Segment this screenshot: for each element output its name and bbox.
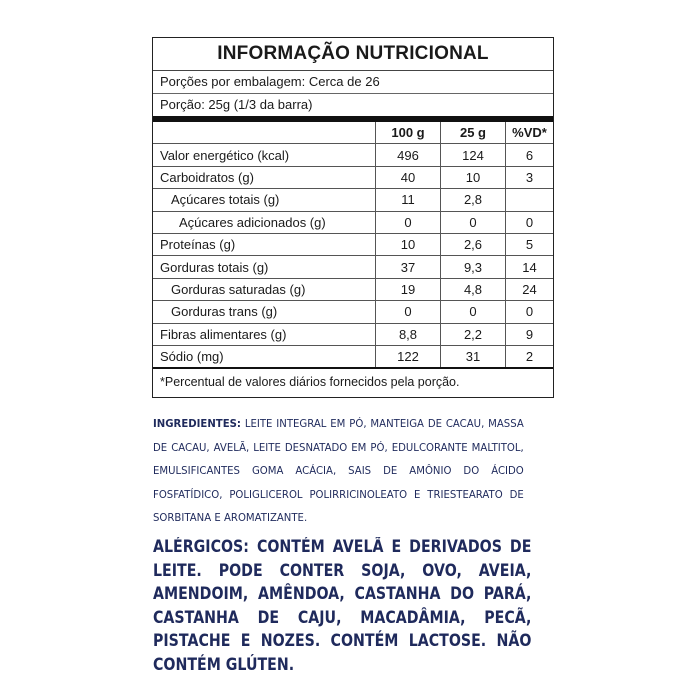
table-row bbox=[153, 211, 553, 233]
table-row bbox=[153, 345, 553, 368]
value-daily: 0 bbox=[506, 211, 554, 233]
value-per-100g: 40 bbox=[376, 166, 441, 188]
value-per-100g: 0 bbox=[376, 301, 441, 323]
nutrient-name: Açúcares totais (g) bbox=[153, 189, 376, 211]
nutrient-name: Gorduras trans (g) bbox=[153, 301, 376, 323]
nutrient-name: Valor energético (kcal) bbox=[153, 144, 376, 166]
value-per-25g: 4,8 bbox=[441, 278, 506, 300]
nutrient-name: Açúcares adicionados (g) bbox=[153, 211, 376, 233]
value-daily: 6 bbox=[506, 144, 554, 166]
header-per-100g: 100 g bbox=[376, 122, 441, 144]
header-nutrient bbox=[153, 122, 376, 144]
header-daily-value: %VD* bbox=[506, 122, 554, 144]
table-row bbox=[153, 166, 553, 188]
value-per-100g: 10 bbox=[376, 233, 441, 255]
allergens-block: ALÉRGICOS: CONTÉM AVELÃ E DERIVADOS DE LEITE. PODE CONTER SOJA, OVO, AVEIA, AMENDOIM, AMÊNDOA, CASTANHA DO PARÁ, CASTANHA DE CAJU, MACADÂMIA, PECÃ, PISTACHE E NOZES. CONTÉM LACTOSE. NÃO CONTÉM GLÚTEN. bbox=[153, 537, 532, 674]
value-per-100g: 8,8 bbox=[376, 323, 441, 345]
value-per-25g: 2,2 bbox=[441, 323, 506, 345]
value-per-25g: 124 bbox=[441, 144, 506, 166]
value-per-25g: 2,6 bbox=[441, 233, 506, 255]
value-per-25g: 0 bbox=[441, 301, 506, 323]
table-row bbox=[153, 278, 553, 300]
value-daily: 24 bbox=[506, 278, 554, 300]
value-per-25g: 10 bbox=[441, 166, 506, 188]
table-row bbox=[153, 233, 553, 255]
nutrient-name: Proteínas (g) bbox=[153, 233, 376, 255]
ingredients-text: LEITE INTEGRAL EM PÓ, MANTEIGA DE CACAU, MASSA DE CACAU, AVELÃ, LEITE DESNATADO EM PÓ, EDULCORANTE MALTITOL, EMULSIFICANTES GOMA ACÁCIA, SAIS DE AMÔNIO DO ÁCIDO FOSFATÍDICO, POLIGLICEROL POLIRRICINOLEATO E TRIESTEARATO DE SORBITANA E AROMATIZANTE. bbox=[153, 417, 524, 524]
value-daily bbox=[506, 189, 554, 211]
nutrient-name: Sódio (mg) bbox=[153, 345, 376, 368]
value-per-25g: 2,8 bbox=[441, 189, 506, 211]
value-daily: 2 bbox=[506, 345, 554, 368]
table-header-row bbox=[153, 122, 553, 144]
nutrient-name: Gorduras totais (g) bbox=[153, 256, 376, 278]
ingredients-label: INGREDIENTES: bbox=[153, 417, 241, 430]
nutrient-name: Fibras alimentares (g) bbox=[153, 323, 376, 345]
table-row bbox=[153, 323, 553, 345]
table-row bbox=[153, 144, 553, 166]
nutrition-table bbox=[153, 122, 553, 369]
value-daily: 3 bbox=[506, 166, 554, 188]
ingredients-block bbox=[153, 412, 524, 530]
value-daily: 0 bbox=[506, 301, 554, 323]
daily-value-footnote: *Percentual de valores diários fornecidos pela porção. bbox=[160, 375, 460, 390]
table-row bbox=[153, 189, 553, 211]
value-daily: 14 bbox=[506, 256, 554, 278]
value-per-100g: 37 bbox=[376, 256, 441, 278]
value-per-100g: 0 bbox=[376, 211, 441, 233]
table-row bbox=[153, 256, 553, 278]
nutrition-facts-panel bbox=[152, 37, 554, 398]
value-daily: 9 bbox=[506, 323, 554, 345]
value-per-100g: 19 bbox=[376, 278, 441, 300]
servings-per-package: Porções por embalagem: Cerca de 26 bbox=[153, 71, 553, 94]
value-per-100g: 11 bbox=[376, 189, 441, 211]
serving-size: Porção: 25g (1/3 da barra) bbox=[160, 97, 313, 112]
value-per-25g: 0 bbox=[441, 211, 506, 233]
nutrition-title: INFORMAÇÃO NUTRICIONAL bbox=[153, 38, 553, 71]
value-per-100g: 496 bbox=[376, 144, 441, 166]
header-per-25g: 25 g bbox=[441, 122, 506, 144]
value-per-100g: 122 bbox=[376, 345, 441, 368]
nutrient-name: Carboidratos (g) bbox=[153, 166, 376, 188]
value-per-25g: 31 bbox=[441, 345, 506, 368]
value-per-25g: 9,3 bbox=[441, 256, 506, 278]
nutrient-name: Gorduras saturadas (g) bbox=[153, 278, 376, 300]
table-row bbox=[153, 301, 553, 323]
value-daily: 5 bbox=[506, 233, 554, 255]
